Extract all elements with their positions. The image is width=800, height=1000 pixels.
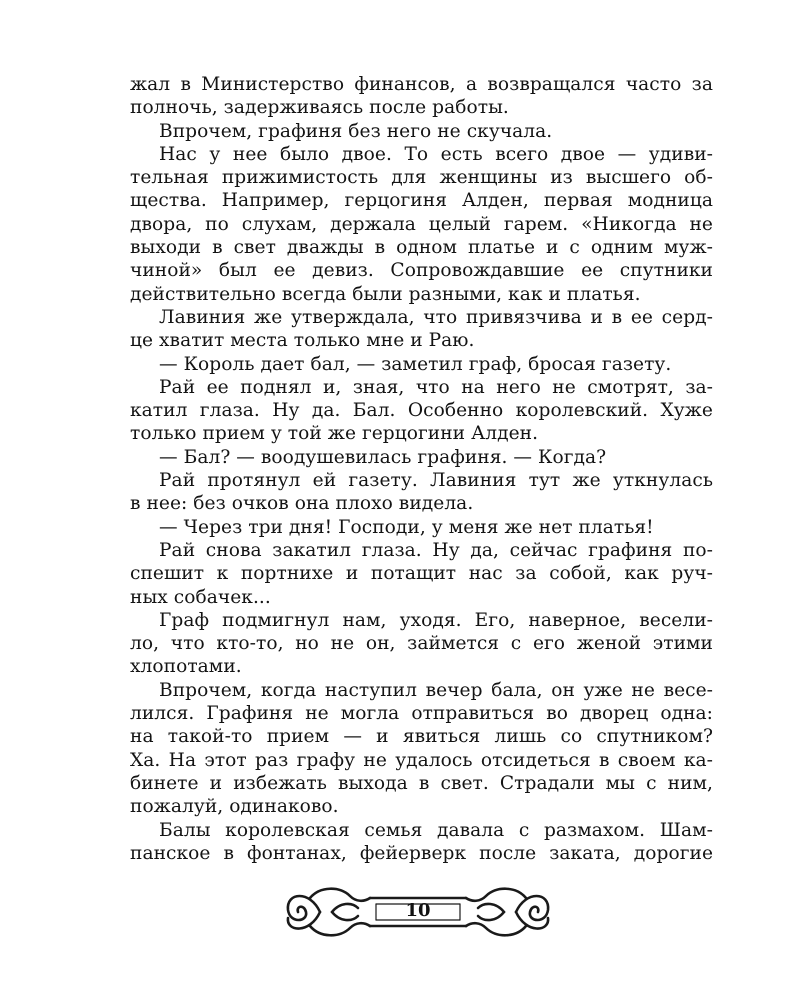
text-line: Рай снова закатил глаза. Ну да, сейчас графиня по- — [159, 539, 713, 561]
text-line: щества. Например, герцогиня Алден, первая модница — [130, 190, 713, 212]
text-line: только прием у той же герцогини Алден. — [130, 423, 539, 445]
text-line: полночь, задерживаясь после работы. — [130, 97, 509, 119]
text-line: действительно всегда были разными, как и платья. — [130, 283, 641, 305]
text-line: Рай протянул ей газету. Лавиния тут же уткнулась — [159, 470, 713, 492]
text-line: ных собачек... — [130, 586, 271, 608]
text-line: лился. Графиня не могла отправиться во дворец одна: — [130, 703, 713, 725]
text-line: выходи в свет дважды в одном платье и с одним муж- — [130, 237, 713, 259]
text-line: Впрочем, когда наступил вечер бала, он уже не весе- — [159, 679, 713, 701]
page-body-text — [130, 73, 713, 865]
text-line: Граф подмигнул нам, уходя. Его, наверное, весели- — [159, 609, 713, 631]
text-line: це хватит места только мне и Раю. — [130, 330, 475, 352]
text-line: Впрочем, графиня без него не скучала. — [159, 120, 553, 142]
text-line: двора, по слухам, держала целый гарем. «Никогда не — [130, 213, 713, 235]
text-line: Лавиния же утверждала, что привязчива и в ее серд- — [159, 306, 713, 328]
text-line: спешит к портнихе и потащит нас за собой, как руч- — [130, 563, 713, 585]
text-line: бинете и избежать выхода в свет. Страдали мы с ним, — [130, 772, 713, 794]
text-line: хлопотами. — [130, 656, 242, 678]
text-line: Рай ее поднял и, зная, что на него не смотрят, за- — [159, 376, 713, 398]
text-line: пожалуй, одинаково. — [130, 796, 339, 818]
text-line: Ха. На этот раз графу не удалось отсидеться в своем ка- — [130, 749, 713, 771]
text-line: Балы королевская семья давала с размахом. Шам- — [159, 819, 713, 841]
text-line: на такой-то прием — и явиться лишь со спутником? — [130, 726, 713, 748]
text-line: в нее: без очков она плохо видела. — [130, 493, 474, 515]
text-line: тельная прижимистость для женщины из высшего об- — [130, 167, 713, 189]
text-line: — Король дает бал, — заметил граф, бросая газету. — [159, 353, 672, 375]
page-footer — [280, 878, 556, 946]
text-line: жал в Министерство финансов, а возвращался часто за — [130, 74, 713, 95]
text-line: катил глаза. Ну да. Бал. Особенно королевский. Хуже — [130, 400, 713, 422]
text-line: — Бал? — воодушевилась графиня. — Когда? — [159, 446, 607, 468]
text-line: панское в фонтанах, фейерверк после заката, дорогие — [130, 842, 713, 864]
text-line: чиной» был ее девиз. Сопровождавшие ее спутники — [130, 260, 713, 282]
text-line: ло, что кто-то, но не он, займется с его женой этими — [130, 633, 713, 655]
text-line: Нас у нее было двое. То есть всего двое — удиви- — [159, 143, 713, 165]
page-number: 10 — [405, 900, 431, 921]
text-line: — Через три дня! Господи, у меня же нет платья! — [159, 516, 654, 538]
